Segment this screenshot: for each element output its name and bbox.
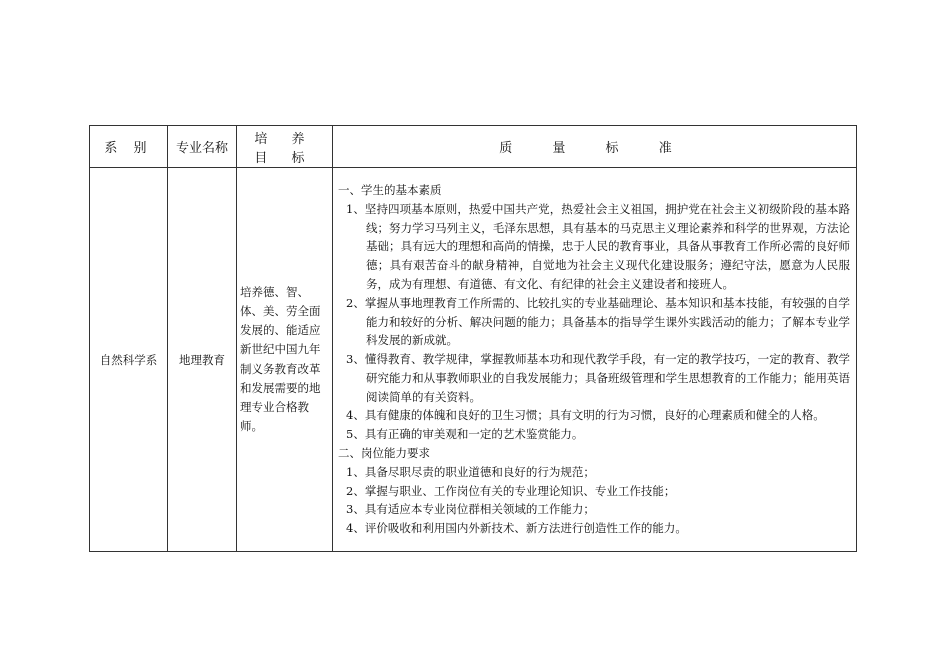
department-cell: 自然科学系 — [90, 168, 168, 552]
list-item: 4、具有健康的体魄和良好的卫生习惯；具有文明的行为习惯，良好的心理素质和健全的人格。 — [346, 408, 825, 423]
goal-text: 培养德、智、体、美、劳全面发展的、能适应新世纪中国九年制义务教育改革和发展需要的地理专业合格教师。 — [240, 284, 321, 434]
list-item: 1、坚持四项基本原则，热爱中国共产党，热爱社会主义祖国，拥护党在社会主义初级阶段的基本路线；努力学习马列主义，毛泽东思想，具有基本的马克思主义理论素养和科学的世界观，方法论基础；具有远大的理想和高尚的情操，忠于人民的教育事业，具备从事教育工作所必需的良好师德；具有艰苦奋斗的献身精神，自觉地为社会主义现代化建设服务；遵纪守法，愿意为人民服务，成为有理想、有道德、有文化、有纪律的社会主义建设者和接班人。 — [346, 201, 850, 291]
table-row — [90, 168, 857, 552]
list-item: 3、懂得教育、教学规律，掌握教师基本功和现代教学手段，有一定的教学技巧，一定的教育、教学研究能力和从事教师职业的自我发展能力；具备班级管理和学生思想教育的工作能力；能用英语阅读简单的有关资料。 — [346, 352, 850, 404]
major-cell: 地理教育 — [168, 168, 237, 552]
goal-cell — [237, 168, 333, 552]
list-item: 5、具有正确的审美观和一定的艺术鉴赏能力。 — [346, 427, 584, 442]
header-goal: 培 养 目 标 — [237, 126, 333, 168]
section-title-basic-quality: 一、学生的基本素质 — [338, 182, 442, 197]
list-item: 4、评价吸收和利用国内外新技术、新方法进行创造性工作的能力。 — [346, 521, 687, 536]
standards-body — [333, 181, 856, 538]
standards-cell — [333, 168, 857, 552]
list-item: 2、掌握与职业、工作岗位有关的专业理论知识、专业工作技能； — [346, 483, 676, 498]
section-title-job-ability: 二、岗位能力要求 — [338, 446, 430, 461]
list-item: 2、掌握从事地理教育工作所需的、比较扎实的专业基础理论、基本知识和基本技能，有较强的自学能力和较好的分析、解决问题的能力；具备基本的指导学生课外实践活动的能力；了解本专业学科发展的新成就。 — [346, 295, 850, 348]
header-major: 专业名称 — [168, 126, 237, 168]
header-department: 系 别 — [90, 126, 168, 168]
list-item: 1、具备尽职尽责的职业道德和良好的行为规范； — [346, 464, 595, 479]
header-row — [90, 126, 857, 168]
list-item: 3、具有适应本专业岗位群相关领域的工作能力； — [346, 502, 595, 517]
header-standard: 质 量 标 准 — [333, 126, 857, 168]
curriculum-table — [89, 125, 857, 552]
